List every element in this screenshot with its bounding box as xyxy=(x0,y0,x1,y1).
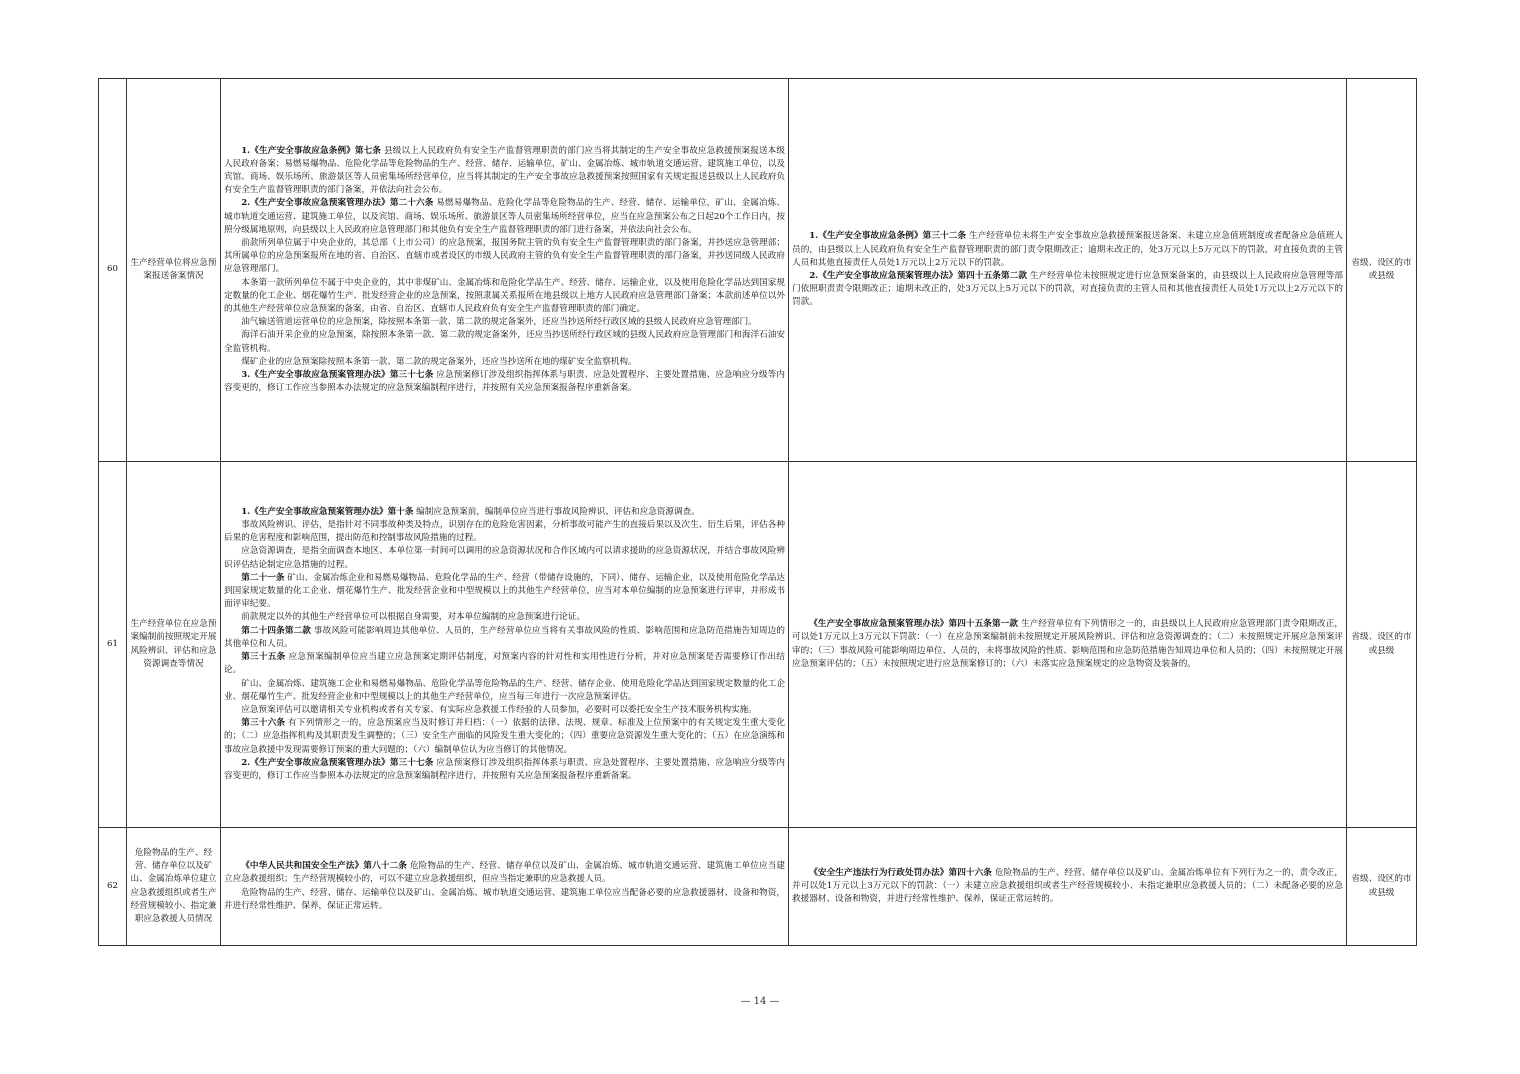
article-text: 生产经营单位未将生产安全事故应急救援预案报送备案、未建立应急值班制度或者配备应急值班人员的，由县级以上人民政府负有安全生产监督管理职责的部门责令限期改正；逾期未改正的，处3万元以上5万元以下的罚款，对直接负责的主管人员和其他直接责任人员处1万元以上2万元以下的罚款。 xyxy=(792,231,1343,268)
article-text: 事故风险辨识、评估，是指针对不同事故种类及特点，识别存在的危险危害因素，分析事故可能产生的直接后果以及次生、衍生后果，评估各种后果的危害程度和影响范围，提出防范和控制事故风险措施的过程。 xyxy=(224,520,785,544)
legal-basis-cell xyxy=(221,79,789,462)
jurisdiction-level: 省级、设区的市或县级 xyxy=(1347,462,1417,828)
legal-basis-paragraph xyxy=(224,704,785,717)
penalty-paragraph xyxy=(792,618,1343,671)
legal-basis-paragraph xyxy=(224,356,785,369)
jurisdiction-level: 省级、设区的市或县级 xyxy=(1347,828,1417,946)
article-text: 危险物品的生产、经营、储存单位以及矿山、金属冶炼单位有下列行为之一的，责令改正，并可以处1万元以上3万元以下的罚款：（一）未建立应急救援组织或者生产经营规模较小、未指定兼职应急救援人员的；（二）未配备必要的应急救援器材、设备和物资，并进行经常性维护、保养，保证正常运转的。 xyxy=(792,867,1343,905)
article-text: 前款所列单位属于中央企业的，其总部（上市公司）的应急预案，报国务院主管的负有安全生产监督管理职责的部门备案，并抄送应急管理部；其所属单位的应急预案报所在地的省、自治区、直辖市或者设区的市级人民政府主管的负有安全生产监督管理职责的部门备案，并抄送同级人民政府应急管理部门。 xyxy=(224,237,785,275)
article-text: 有下列情形之一的，应急预案应当及时修订并归档：（一）依据的法律、法规、规章、标准及上位预案中的有关规定发生重大变化的；（二）应急指挥机构及其职责发生调整的；（三）安全生产面临的风险发生重大变化的；（四）重要应急资源发生重大变化的；（五）在应急演练和事故应急救援中发现需要修订预案的重大问题的；（六）编制单位认为应当修订的其他情况。 xyxy=(224,718,785,755)
article-text: 应急资源调查，是指全面调查本地区、本单位第一时间可以调用的应急资源状况和合作区域内可以请求援助的应急资源状况，并结合事故风险辨识评估结论制定应急措施的过程。 xyxy=(224,546,785,570)
legal-basis-paragraph xyxy=(224,369,785,395)
penalty-basis-cell xyxy=(789,462,1347,828)
article-title: 《生产安全事故应急预案管理办法》第四十五条第一款 xyxy=(809,619,1019,630)
article-title: 2.《生产安全事故应急预案管理办法》第二十六条 xyxy=(241,198,434,209)
legal-basis-paragraph xyxy=(224,237,785,277)
legal-basis-paragraph xyxy=(224,329,785,355)
penalty-paragraph xyxy=(792,867,1343,907)
article-title: 第三十六条 xyxy=(241,718,286,729)
article-text: 前款规定以外的其他生产经营单位可以根据自身需要，对本单位编制的应急预案进行论证。 xyxy=(241,612,585,623)
enforcement-table xyxy=(98,78,1417,946)
legal-basis-cell xyxy=(221,462,789,828)
page-number: — 14 — xyxy=(740,996,780,1007)
article-text: 矿山、金属冶炼企业和易燃易爆物品、危险化学品的生产、经营（带储存设施的，下同）、储存、运输企业，以及使用危险化学品达到国家规定数量的化工企业、烟花爆竹生产、批发经营企业和中型规模以上的其他生产经营单位，应当对本单位编制的应急预案进行评审，并形成书面评审纪要。 xyxy=(224,572,785,610)
penalty-paragraph xyxy=(792,230,1343,270)
article-text: 应急预案修订涉及组织指挥体系与职责、应急处置程序、主要处置措施、应急响应分级等内容变更的，修订工作应当参照本办法规定的应急预案编制程序进行，并按照有关应急预案报备程序重新备案。 xyxy=(224,757,786,781)
table-row xyxy=(99,462,1417,828)
penalty-paragraph xyxy=(792,270,1343,310)
legal-basis-paragraph xyxy=(224,611,785,624)
row-number: 62 xyxy=(99,828,127,946)
article-title: 第三十五条 xyxy=(241,652,286,663)
legal-basis-paragraph xyxy=(224,887,785,913)
article-text: 编制应急预案前，编制单位应当进行事故风险辨识、评估和应急资源调查。 xyxy=(413,506,700,517)
legal-basis-paragraph xyxy=(224,678,785,704)
legal-basis-paragraph xyxy=(224,277,785,317)
penalty-basis-cell xyxy=(789,79,1347,462)
legal-basis-cell xyxy=(221,828,789,946)
legal-basis-paragraph xyxy=(224,860,785,886)
article-text: 应急预案编制单位应当建立应急预案定期评估制度，对预案内容的针对性和实用性进行分析，并对应急预案是否需要修订作出结论。 xyxy=(224,652,785,676)
article-text: 事故风险可能影响周边其他单位、人员的，生产经营单位应当将有关事故风险的性质、影响范围和应急防范措施告知周边的其他单位和人员。 xyxy=(224,625,785,649)
article-title: 2.《生产安全事故应急预案管理办法》第四十五条第二款 xyxy=(809,271,1028,281)
legal-basis-paragraph xyxy=(224,545,785,571)
article-title: 1.《生产安全事故应急预案管理办法》第十条 xyxy=(241,506,414,517)
article-text: 生产经营单位有下列情形之一的，由县级以上人民政府应急管理部门责令限期改正，可以处1万元以上3万元以下罚款：（一）在应急预案编制前未按照规定开展风险辨识、评估和应急资源调查的；（二）未按照规定开展应急预案评审的；（三）事故风险可能影响周边单位、人员的，未将事故风险的性质、影响范围和应急防范措施告知周边单位和人员的；（四）未按照规定开展应急预案评估的；（五）未按照规定进行应急预案修订的；（六）未落实应急预案规定的应急物资及装备的。 xyxy=(792,619,1343,669)
article-text: 危险物品的生产、经营、储存单位以及矿山、金属冶炼、城市轨道交通运营、建筑施工单位应当建立应急救援组织；生产经营规模较小的，可以不建立应急救援组织，但应当指定兼职的应急救援人员。 xyxy=(224,861,785,885)
article-text: 生产经营单位未按照规定进行应急预案备案的，由县级以上人民政府应急管理等部门依照职责责令限期改正；逾期未改正的，处3万元以上5万元以下的罚款，对直接负责的主管人员和其他直接责任人员处1万元以上2万元以下的罚款。 xyxy=(792,271,1343,308)
table-row xyxy=(99,828,1417,946)
article-title: 1.《生产安全事故应急条例》第七条 xyxy=(241,145,382,156)
article-text: 应急预案评估可以邀请相关专业机构或者有关专家、有实际应急救援工作经验的人员参加，必要时可以委托安全生产技术服务机构实施。 xyxy=(241,704,757,715)
article-title: 第二十四条第二款 xyxy=(241,625,312,636)
penalty-basis-cell xyxy=(789,828,1347,946)
inspection-item: 生产经营单位在应急预案编制前按照规定开展风险辨识、评估和应急资源调查等情况 xyxy=(127,462,221,828)
article-text: 本条第一款所列单位不属于中央企业的，其中非煤矿山、金属冶炼和危险化学品生产、经营、储存、运输企业，以及使用危险化学品达到国家规定数量的化工企业、烟花爆竹生产、批发经营企业的应急预案，按照隶属关系报所在地县级以上地方人民政府应急管理部门备案；本款前述单位以外的其他生产经营单位应急预案的备案，由省、自治区、直辖市人民政府负有安全生产监督管理职责的部门确定。 xyxy=(224,277,785,314)
legal-basis-paragraph xyxy=(224,316,785,329)
row-number: 60 xyxy=(99,79,127,462)
article-text: 海洋石油开采企业的应急预案，除按照本条第一款、第二款的规定备案外，还应当抄送所经行政区域的县级人民政府应急管理部门和海洋石油安全监管机构。 xyxy=(224,330,785,354)
article-title: 《中华人民共和国安全生产法》第八十二条 xyxy=(241,861,407,872)
article-text: 煤矿企业的应急预案除按照本条第一款、第二款的规定备案外，还应当抄送所在地的煤矿安全监察机构。 xyxy=(241,356,637,367)
legal-basis-paragraph xyxy=(224,572,785,612)
row-number: 61 xyxy=(99,462,127,828)
jurisdiction-level: 省级、设区的市或县级 xyxy=(1347,79,1417,462)
article-title: 第二十一条 xyxy=(241,572,285,583)
article-text: 应急预案修订涉及组织指挥体系与职责、应急处置程序、主要处置措施、应急响应分级等内容变更的，修订工作应当参照本办法规定的应急预案编制程序进行，并按照有关应急预案报备程序重新备案。 xyxy=(224,370,786,394)
article-title: 《安全生产违法行为行政处罚办法》第四十六条 xyxy=(809,867,993,878)
legal-basis-paragraph xyxy=(224,145,785,198)
legal-basis-paragraph xyxy=(224,717,785,757)
legal-basis-paragraph xyxy=(224,506,785,519)
article-text: 油气输送管道运营单位的应急预案，除按照本条第一款、第二款的规定备案外，还应当抄送所经行政区域的县级人民政府应急管理部门。 xyxy=(241,317,757,328)
legal-basis-paragraph xyxy=(224,197,785,237)
article-text: 县级以上人民政府负有安全生产监督管理职责的部门应当将其制定的生产安全事故应急救援预案报送本级人民政府备案；易燃易爆物品、危险化学品等危险物品的生产、经营、储存、运输单位，矿山、金属冶炼、城市轨道交通运营、建筑施工单位，以及宾馆、商场、娱乐场所、旅游景区等人员密集场所经营单位，应当将其制定的生产安全事故应急救援预案按照国家有关规定报送县级以上人民政府负有安全生产监督管理职责的部门备案，并依法向社会公布。 xyxy=(224,145,785,196)
inspection-item: 危险物品的生产、经营、储存单位以及矿山、金属冶炼单位建立应急救援组织或者生产经营规模较小、指定兼职应急救援人员情况 xyxy=(127,828,221,946)
legal-basis-paragraph xyxy=(224,651,785,677)
article-text: 易燃易爆物品、危险化学品等危险物品的生产、经营、储存、运输单位，矿山、金属冶炼、城市轨道交通运营、建筑施工单位，以及宾馆、商场、娱乐场所、旅游景区等人员密集场所经营单位，应当在应急预案公布之日起20个工作日内，按照分级属地原则，向县级以上人民政府应急管理部门和其他负有安全生产监督管理职责的部门进行备案，并依法向社会公布。 xyxy=(224,198,786,235)
table-row xyxy=(99,79,1417,462)
article-title: 3.《生产安全事故应急预案管理办法》第三十七条 xyxy=(241,370,434,381)
legal-basis-paragraph xyxy=(224,757,785,783)
legal-basis-paragraph xyxy=(224,625,785,651)
legal-basis-paragraph xyxy=(224,519,785,545)
article-text: 矿山、金属冶炼、建筑施工企业和易燃易爆物品、危险化学品等危险物品的生产、经营、储存企业、使用危险化学品达到国家规定数量的化工企业、烟花爆竹生产、批发经营企业和中型规模以上的其他生产经营单位，应当每三年进行一次应急预案评估。 xyxy=(224,678,785,702)
article-title: 1.《生产安全事故应急条例》第三十二条 xyxy=(809,231,967,242)
inspection-item: 生产经营单位将应急预案报送备案情况 xyxy=(127,79,221,462)
article-title: 2.《生产安全事故应急预案管理办法》第三十七条 xyxy=(241,757,434,768)
article-text: 危险物品的生产、经营、储存、运输单位以及矿山、金属冶炼、城市轨道交通运营、建筑施工单位应当配备必要的应急救援器材、设备和物资，并进行经常性维护、保养，保证正常运转。 xyxy=(224,887,785,911)
